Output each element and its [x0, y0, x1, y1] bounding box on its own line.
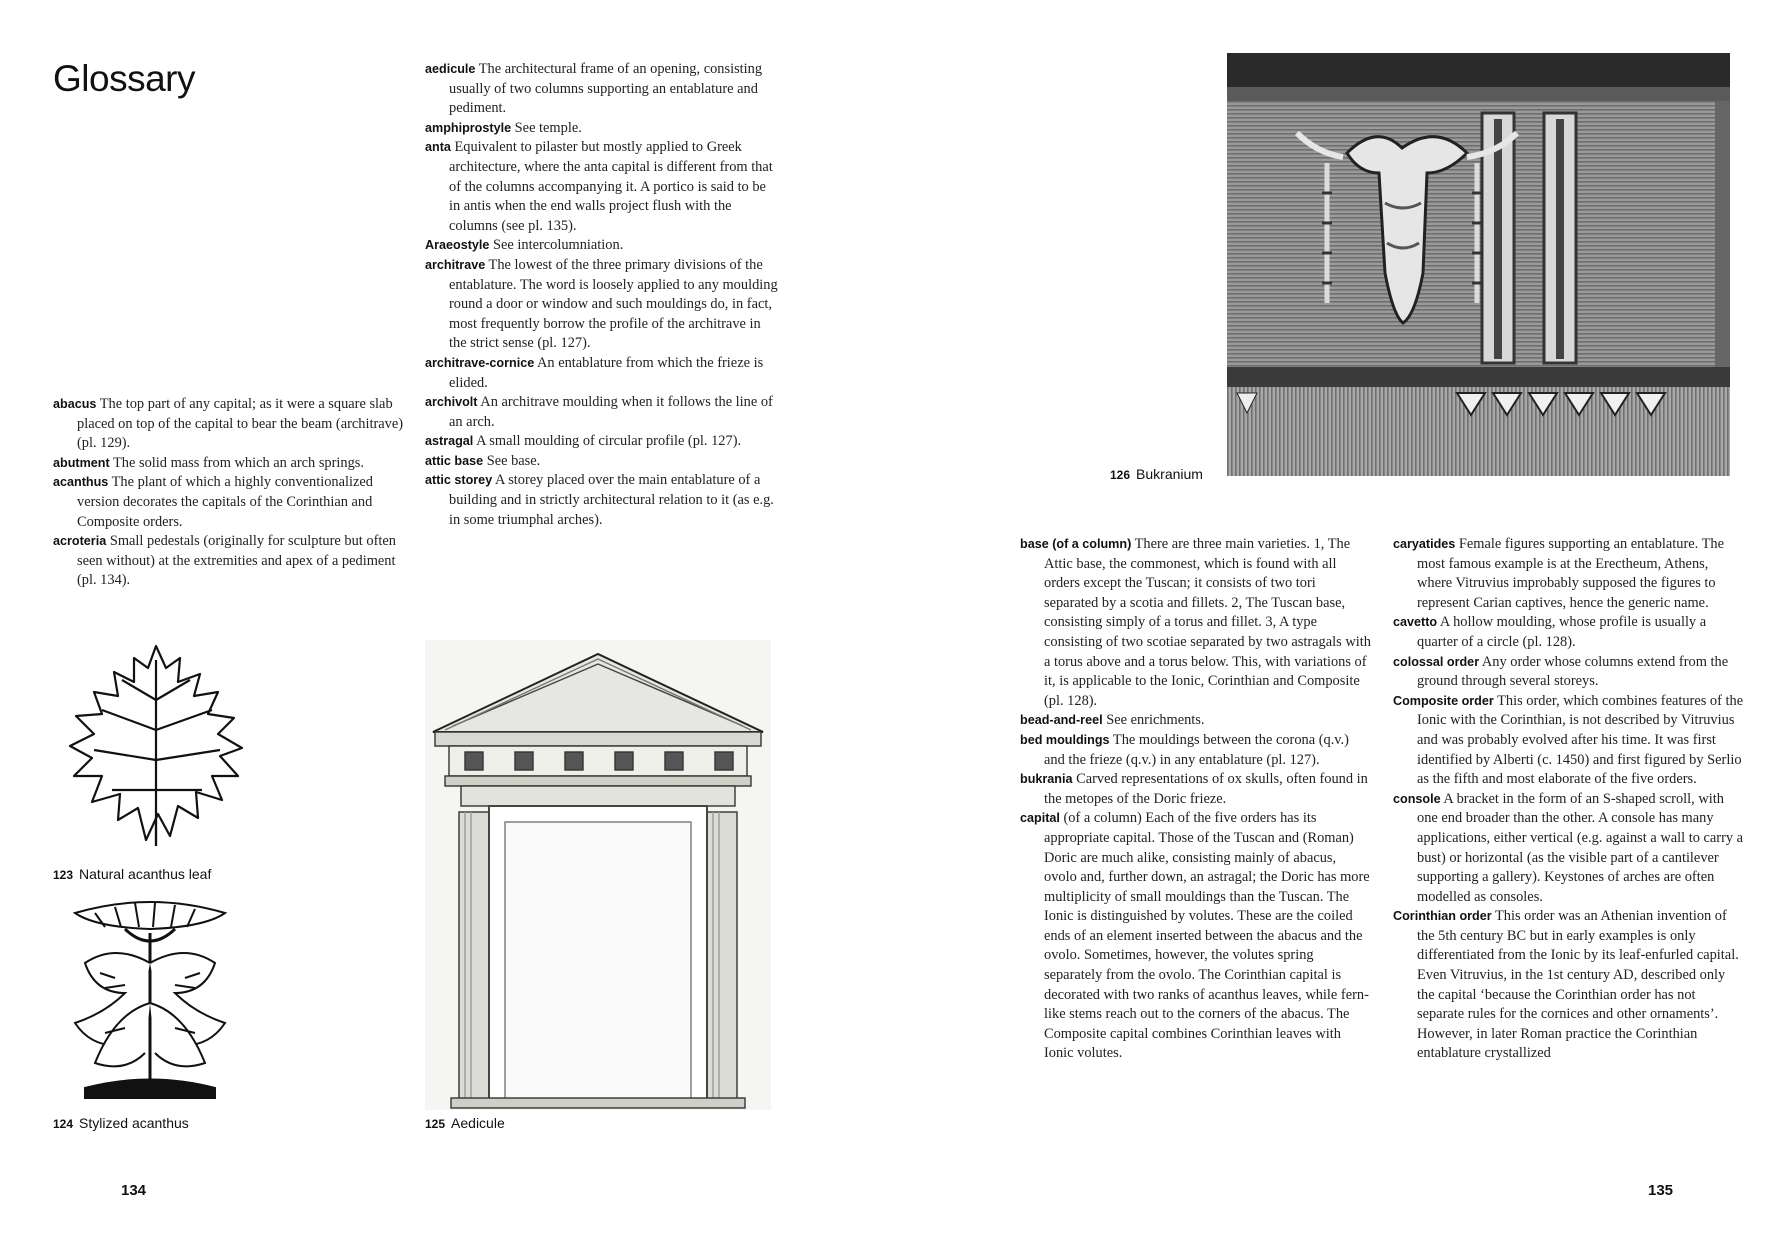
glossary-definition: Female figures supporting an entablature. The most famous example is at the Erectheum, Athens, where Vitruvius improbably supposed the figures to represent Carian captives, hence the generic name. [1417, 536, 1724, 611]
glossary-term: attic base [425, 453, 484, 468]
glossary-column-left-2 [425, 60, 780, 530]
figure-number: 126 [1110, 468, 1131, 482]
glossary-term: bukrania [1020, 772, 1073, 787]
glossary-definition: (of a column) Each of the five orders has its appropriate capital. Those of the Tuscan and (Roman) Doric are much alike, consisting mainly of abacus, ovolo and, further down, an astragal; the Doric has more multiplicity of small mouldings than the Tuscan. The Ionic is distinguished by volutes. These are the coiled ends of an element inserted between the abacus and the ovolo. Sometimes, however, the volutes spring separately from the ovolo. The Corinthian capital is decorated with two ranks of acanthus leaves, while fern-like stems reach out to the corners of the abacus. The Composite capital combines Corinthian leaves with Ionic volutes. [1044, 810, 1370, 1062]
glossary-definition: See enrichments. [1102, 712, 1205, 729]
glossary-definition: A bracket in the form of an S-shaped scroll, with one end broader than the other. A console has many applications, either vertical (e.g. against a wall to carry a bust) or horizontal (as the visible part of a cantilever supporting a gallery). Keystones of arches are often modelled as consoles. [1417, 790, 1744, 905]
figure-caption-text: Stylized acanthus [79, 1115, 189, 1131]
glossary-entry [425, 236, 780, 256]
glossary-definition: A hollow moulding, whose profile is usually a quarter of a circle (pl. 128). [1417, 614, 1707, 650]
glossary-column-right-2 [1393, 535, 1745, 1064]
glossary-definition: This order was an Athenian invention of the 5th century BC but in early examples is only differentiated from the Ionic by its leaf-enfurled capital. Even Vitruvius, in the 1st century AD, described only the capital ‘because the Corinthian order has not separate rules for the cornices and other ornaments’. However, in later Roman practice the Corinthian entablature crystallized [1417, 908, 1739, 1062]
glossary-entry [1393, 692, 1745, 790]
glossary-term: cavetto [1393, 615, 1438, 630]
natural-acanthus-leaf-illustration [62, 640, 250, 850]
glossary-entry [1393, 535, 1745, 613]
glossary-entry [425, 471, 780, 530]
glossary-definition: Any order whose columns extend from the ground through several storeys. [1417, 653, 1729, 690]
glossary-entry [1393, 653, 1745, 692]
glossary-definition: The solid mass from which an arch springs. [109, 454, 364, 471]
glossary-entry [1020, 731, 1372, 770]
glossary-definition: The top part of any capital; as it were a square slab placed on top of the capital to bear the beam (architrave) (pl. 129). [77, 396, 404, 452]
glossary-term: caryatides [1393, 537, 1456, 551]
glossary-term: architrave-cornice [425, 355, 535, 370]
bukranium-illustration [1227, 53, 1730, 476]
glossary-definition: An architrave moulding when it follows the line of an arch. [449, 394, 773, 430]
glossary-entry [53, 473, 408, 532]
figure-caption-126 [1110, 466, 1203, 482]
glossary-column-left-1 [53, 395, 408, 591]
glossary-entry [53, 454, 408, 474]
glossary-term: Corinthian order [1393, 909, 1492, 924]
glossary-term: abutment [53, 455, 110, 470]
glossary-definition: See base. [483, 452, 541, 469]
figure-number: 124 [53, 1117, 74, 1131]
glossary-term: base (of a column) [1020, 537, 1132, 551]
page-number-right: 135 [1648, 1182, 1674, 1199]
glossary-entry [425, 432, 780, 452]
glossary-term: bead-and-reel [1020, 713, 1103, 728]
glossary-definition: The plant of which a highly conventionalized version decorates the capitals of the Corinthian and Composite orders. [77, 474, 373, 530]
glossary-definition: A storey placed over the main entablature of a building and in strictly architectural relation to it (as e.g. in some triumphal arches). [449, 472, 774, 528]
aedicule-illustration [425, 640, 771, 1110]
glossary-term: architrave [425, 257, 486, 272]
page-title: Glossary [53, 58, 195, 99]
glossary-entry [1020, 809, 1372, 1064]
glossary-entry [53, 532, 408, 591]
glossary-entry [425, 60, 780, 119]
glossary-definition: Small pedestals (originally for sculpture but often seen without) at the extremities and apex of a pediment (pl. 134). [77, 533, 396, 589]
figure-caption-text: Natural acanthus leaf [79, 866, 212, 882]
glossary-definition: An entablature from which the frieze is elided. [449, 354, 764, 391]
glossary-term: Composite order [1393, 693, 1494, 708]
glossary-term: colossal order [1393, 654, 1480, 669]
glossary-entry [425, 119, 780, 139]
glossary-definition: Carved representations of ox skulls, often found in the metopes of the Doric frieze. [1044, 771, 1368, 807]
glossary-term: archivolt [425, 395, 478, 410]
glossary-entry [1020, 711, 1372, 731]
glossary-entry [1393, 790, 1745, 908]
figure-caption-125 [425, 1115, 505, 1131]
glossary-definition: Equivalent to pilaster but mostly applied to Greek architecture, where the anta capital is different from that of the columns accompanying it. A portico is said to be in antis when the end walls project flush with the columns (see pl. 135). [449, 139, 773, 234]
glossary-term: astragal [425, 434, 474, 449]
glossary-term: bed mouldings [1020, 732, 1110, 747]
glossary-entry [1020, 535, 1372, 711]
glossary-term: capital [1020, 811, 1060, 826]
glossary-entry [425, 393, 780, 432]
glossary-entry [425, 452, 780, 472]
page-number-left: 134 [121, 1182, 147, 1199]
glossary-term: anta [425, 140, 451, 155]
glossary-definition: The lowest of the three primary divisions of the entablature. The word is loosely applied to any moulding round a door or window and such mouldings do, in fact, most frequently borrow the profile of the architrave in the strict sense (pl. 127). [449, 256, 778, 352]
figure-number: 123 [53, 868, 74, 882]
glossary-term: acanthus [53, 475, 109, 490]
glossary-term: aedicule [425, 62, 476, 76]
glossary-entry [1020, 770, 1372, 809]
glossary-term: amphiprostyle [425, 120, 512, 135]
glossary-term: console [1393, 791, 1441, 806]
glossary-entry [425, 354, 780, 393]
figure-caption-text: Aedicule [451, 1115, 505, 1131]
glossary-entry [53, 395, 408, 454]
figure-caption-124 [53, 1115, 189, 1131]
glossary-entry [425, 138, 780, 236]
glossary-definition: There are three main varieties. 1, The Attic base, the commonest, which is found with all orders except the Tuscan; it consists of two tori separated by a scotia and fillets. 2, The Tuscan base, consisting simply of a torus and fillet. 3, A type consisting of two scotiae separated by two astragals with a torus above and a torus below. This, with variations of it, is applicable to the Ionic, Corinthian and Composite (pl. 128). [1044, 536, 1371, 709]
glossary-definition: The mouldings between the corona (q.v.) and the frieze (q.v.) in any entablature (pl. 127). [1044, 731, 1349, 768]
figure-number: 125 [425, 1117, 446, 1131]
glossary-term: attic storey [425, 473, 493, 488]
figure-caption-text: Bukranium [1136, 466, 1203, 482]
glossary-definition: This order, which combines features of the Ionic with the Corinthian, is not described by Vitruvius and was probably evolved after his time. It was first identified by Alberti (c. 1450) and first figured by Serlio as the fifth and most elaborate of the five orders. [1417, 692, 1744, 788]
figure-caption-123 [53, 866, 211, 882]
glossary-term: Araeostyle [425, 238, 490, 253]
glossary-entry [425, 256, 780, 354]
glossary-entry [1393, 907, 1745, 1064]
glossary-definition: See temple. [511, 119, 582, 136]
glossary-definition: See intercolumniation. [489, 237, 624, 254]
glossary-term: abacus [53, 397, 97, 411]
glossary-definition: A small moulding of circular profile (pl. 127). [473, 433, 742, 450]
glossary-definition: The architectural frame of an opening, consisting usually of two columns supporting an entablature and pediment. [449, 61, 763, 117]
stylized-acanthus-illustration [55, 893, 245, 1103]
glossary-column-right-1 [1020, 535, 1372, 1064]
glossary-term: acroteria [53, 534, 107, 549]
glossary-entry [1393, 613, 1745, 652]
